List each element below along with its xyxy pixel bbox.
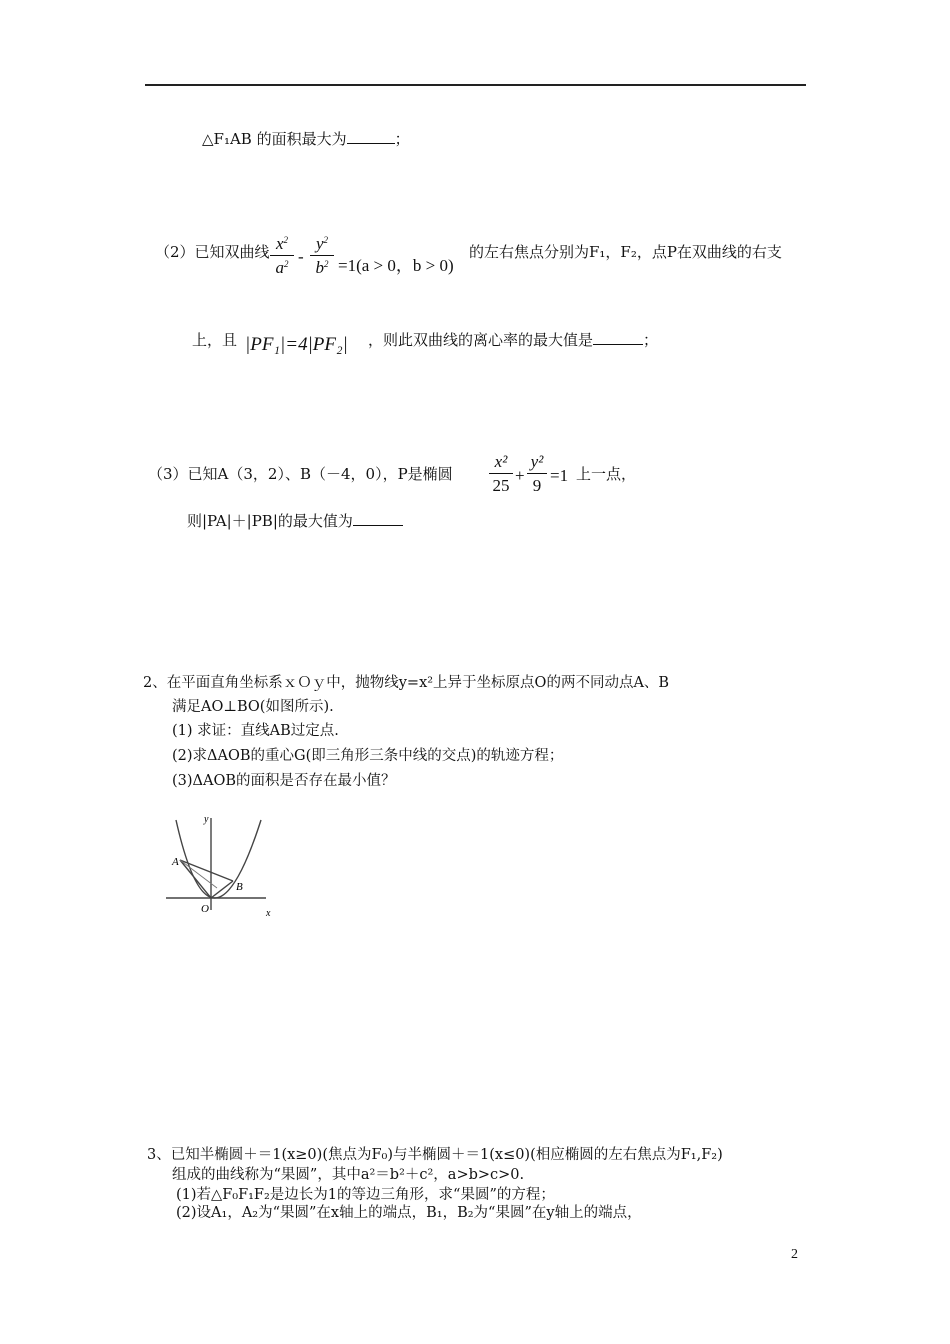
hyperbola-equation-tail: =1(a > 0，b > 0)	[338, 256, 454, 275]
q2-item3: (3)ΔAOB的面积是否存在最小值？	[172, 773, 396, 789]
fraction-y2-over-9: y² 9	[527, 452, 547, 496]
q1-part2-line2: 上，且	[192, 331, 238, 349]
q3-line1: 3、已知半椭圆＋＝1(x≥0)(焦点为F₀)与半椭圆＋＝1(x≤0)(相应椭圆的左右焦点为F₁,F₂)	[147, 1147, 723, 1163]
focal-condition: |PF₁|=4|PF₂|	[245, 334, 348, 355]
parabola-figure	[160, 812, 285, 922]
label-b: B	[236, 881, 243, 893]
plus-sign: +	[515, 466, 525, 485]
q1-part3-suffix: 上一点，	[576, 465, 637, 483]
answer-blank	[347, 131, 395, 144]
parabola-curve	[176, 820, 261, 898]
ellipse-equation-tail: =1	[550, 466, 569, 485]
fraction-x2-over-25: x² 25	[489, 452, 513, 496]
q2-line2: 满足AO⊥BO(如图所示).	[172, 699, 334, 715]
q1-part3-line2: 则|PA|＋|PB|的最大值为	[187, 511, 403, 531]
minus-sign: -	[298, 247, 304, 266]
answer-blank	[353, 513, 403, 526]
q2-line1: 2、在平面直角坐标系ｘＯｙ中，抛物线y=x²上异于坐标原点O的两不同动点A、B	[143, 675, 670, 691]
q1-part1-line: △F₁AB 的面积最大为 ；	[202, 130, 410, 148]
label-a: A	[172, 856, 179, 868]
label-x: x	[266, 908, 271, 919]
q2-item1: (1) 求证：直线AB过定点.	[172, 723, 339, 739]
fraction-y2-over-b2: $y^2$ $b^2$	[310, 234, 334, 278]
page-number: 2	[791, 1247, 798, 1262]
fraction-x2-over-a2: $x^2$ $a^2$	[270, 234, 294, 278]
q1-part2-line2-suffix: ，则此双曲线的离心率的最大值是 ；	[368, 331, 659, 349]
label-y: y	[204, 814, 209, 825]
q1-part2-prefix: （2）已知双曲线	[155, 243, 270, 261]
header-rule	[145, 84, 806, 86]
q1-part3-prefix: （3）已知A（3，2）、B（－4，0），P是椭圆	[148, 465, 453, 483]
answer-blank	[593, 332, 643, 345]
q3-item1: (1)若△F₀F₁F₂是边长为1的等边三角形，求“果圆”的方程；	[176, 1187, 555, 1203]
q2-item2: (2)求ΔAOB的重心G(即三角形三条中线的交点)的轨迹方程；	[172, 748, 564, 764]
q1-part2-suffix: 的左右焦点分别为F₁，F₂，点P在双曲线的右支	[469, 243, 782, 261]
label-o: O	[201, 903, 209, 915]
q3-line2: 组成的曲线称为“果圆”，其中a²＝b²＋c²，a>b>c>0.	[172, 1167, 525, 1183]
q3-item2: (2)设A₁，A₂为“果圆”在x轴上的端点，B₁，B₂为“果圆”在y轴上的端点，	[176, 1205, 642, 1221]
